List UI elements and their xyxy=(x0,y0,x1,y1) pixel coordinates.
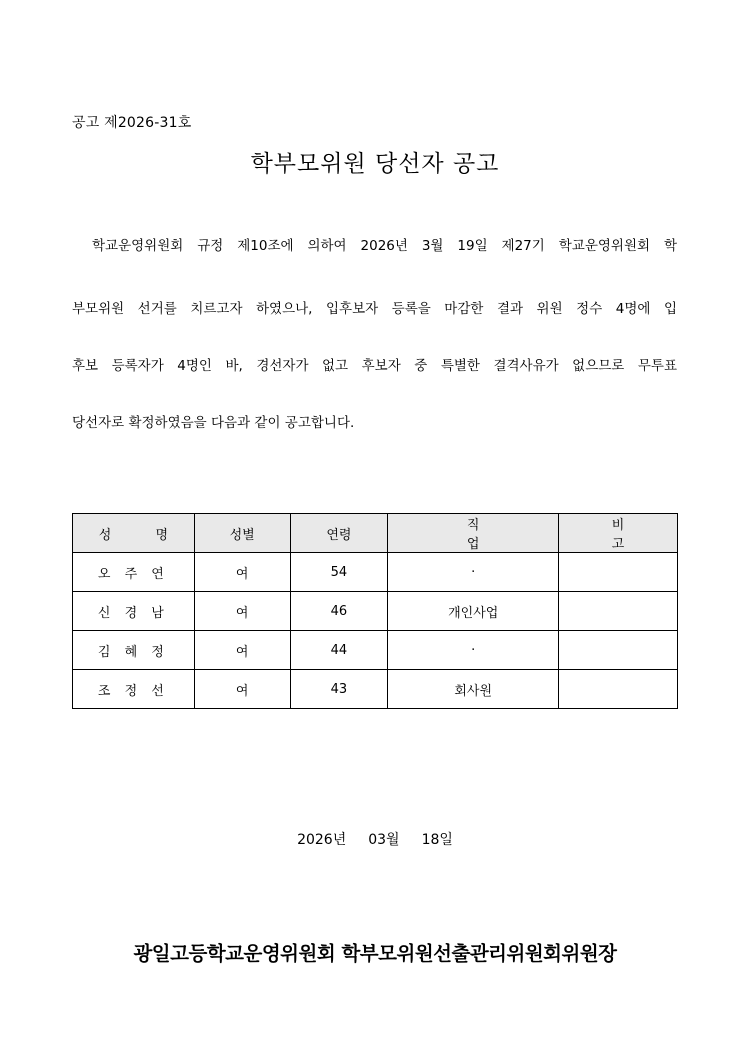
header-job: 직 업 xyxy=(388,514,559,553)
cell-gender: 여 xyxy=(194,592,290,631)
body-line-3: 후보 등록자가 4명인 바, 경선자가 없고 후보자 중 특별한 결격사유가 없으므로 무투표 xyxy=(72,358,677,374)
cell-note xyxy=(559,631,678,670)
candidates-table xyxy=(72,513,678,709)
table-header-row xyxy=(73,514,678,553)
body-line-4: 당선자로 확정하였음을 다음과 같이 공고합니다. xyxy=(72,415,355,431)
table-row xyxy=(73,592,678,631)
cell-age: 44 xyxy=(290,631,388,670)
cell-job: · xyxy=(388,631,559,670)
notice-number: 공고 제2026-31호 xyxy=(72,115,192,131)
cell-name: 신 경 남 xyxy=(73,592,195,631)
cell-age: 54 xyxy=(290,553,388,592)
cell-age: 43 xyxy=(290,670,388,709)
table-row xyxy=(73,670,678,709)
date-day: 18일 xyxy=(421,832,453,848)
cell-gender: 여 xyxy=(194,553,290,592)
page-title: 학부모위원 당선자 공고 xyxy=(250,151,500,177)
cell-age: 46 xyxy=(290,592,388,631)
cell-job: 회사원 xyxy=(388,670,559,709)
header-note: 비 고 xyxy=(559,514,678,553)
body-line-2: 부모위원 선거를 치르고자 하였으나, 입후보자 등록을 마감한 결과 위원 정수 4명에 입 xyxy=(72,301,677,317)
cell-job: 개인사업 xyxy=(388,592,559,631)
cell-note xyxy=(559,553,678,592)
table-row xyxy=(73,553,678,592)
header-gender: 성별 xyxy=(194,514,290,553)
date-year: 2026년 xyxy=(297,832,347,848)
header-age: 연령 xyxy=(290,514,388,553)
cell-gender: 여 xyxy=(194,670,290,709)
issuer-signature: 광일고등학교운영위원회 학부모위원선출관리위원회위원장 xyxy=(133,942,617,965)
cell-note xyxy=(559,592,678,631)
cell-note xyxy=(559,670,678,709)
cell-gender: 여 xyxy=(194,631,290,670)
cell-name: 조 정 선 xyxy=(73,670,195,709)
cell-name: 김 혜 정 xyxy=(73,631,195,670)
table-row xyxy=(73,631,678,670)
cell-job: · xyxy=(388,553,559,592)
cell-name: 오 주 연 xyxy=(73,553,195,592)
header-name: 성 명 xyxy=(73,514,195,553)
body-line-1: 학교운영위원회 규정 제10조에 의하여 2026년 3월 19일 제27기 학교운영위원회 학 xyxy=(92,238,677,254)
date-month: 03월 xyxy=(368,832,400,848)
issue-date xyxy=(0,829,750,849)
